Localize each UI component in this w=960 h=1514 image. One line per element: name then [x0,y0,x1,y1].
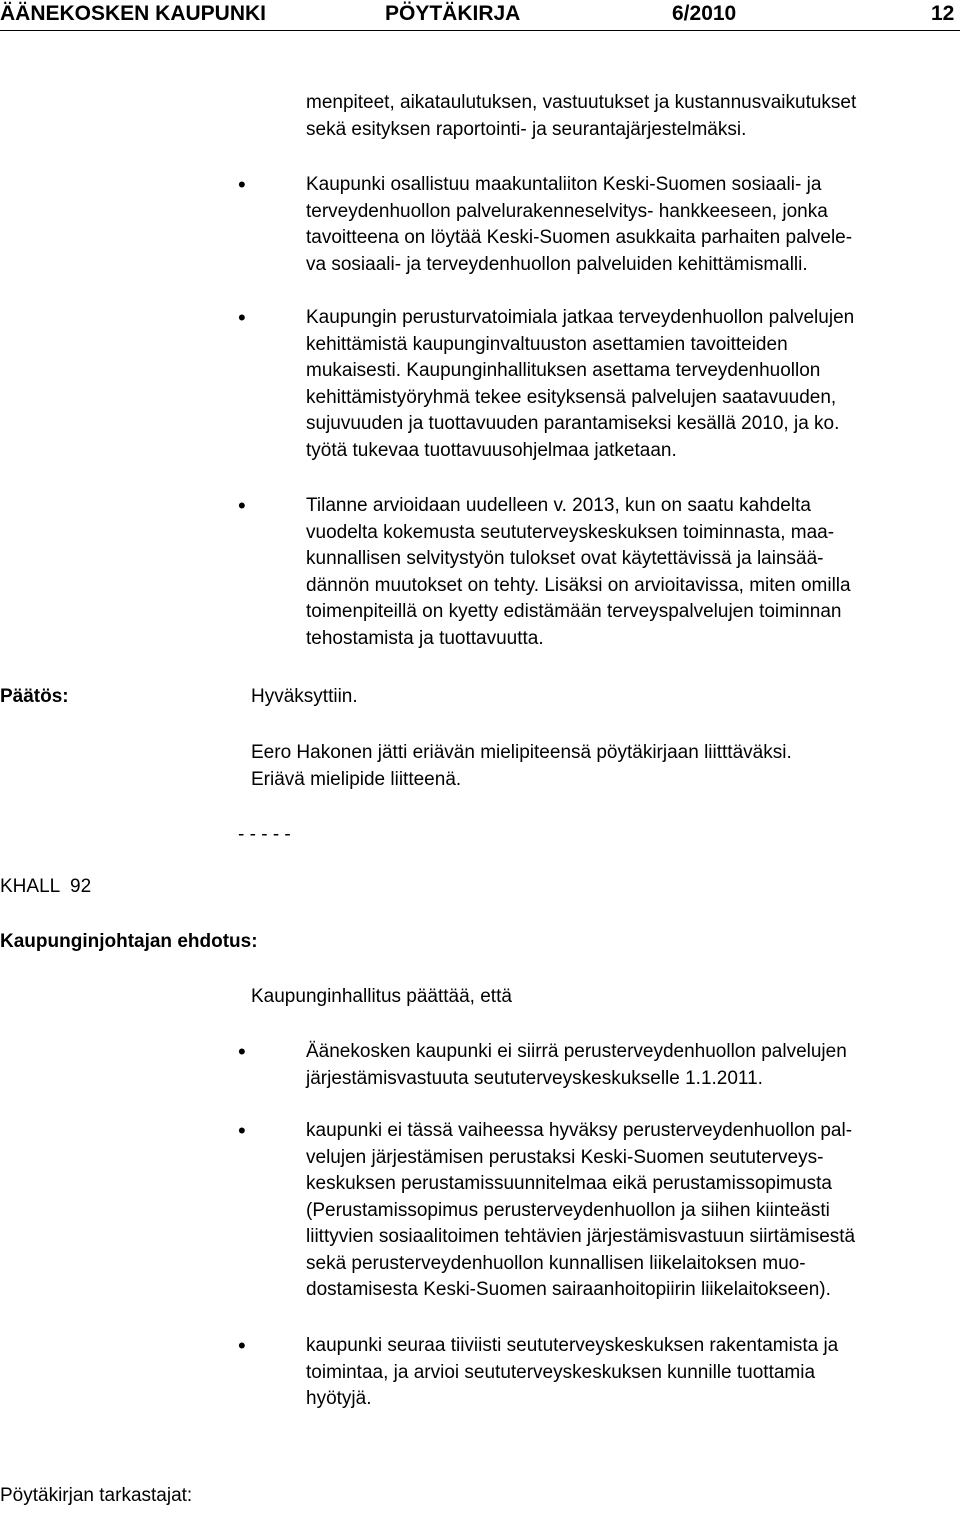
text-line: hyötyjä. [306,1388,372,1409]
text-line: kehittämistä kaupunginvaltuuston asettamien tavoitteiden [306,333,788,355]
text-line: toimintaa, ja arvioi seututerveyskeskuksen kunnille tuottamia [306,1361,816,1383]
list-item [306,172,960,278]
text-line: sekä esityksen raportointi- ja seurantajärjestelmäksi. [306,118,747,140]
text-line: mukaisesti. Kaupunginhallituksen asettama terveydenhuollon [306,360,821,381]
proposal-label: Kaupunginjohtajan ehdotus: [0,931,258,952]
text-line: keskuksen perustamissuunnitelmaa eikä perustamissopimusta [306,1173,832,1194]
text-line: sujuvuuden ja tuottavuuden parantamiseksi kesällä 2010, ja ko. [306,413,840,434]
list-item [306,1118,960,1304]
header-org: ÄÄNEKOSKEN KAUPUNKI [0,2,267,25]
page-header [0,0,960,27]
bullet-icon: • [238,1039,246,1064]
continuation-text [306,90,960,143]
text-line: va sosiaali- ja terveydenhuollon palveluiden kehittämismalli. [306,253,808,275]
text-line: Tilanne arvioidaan uudelleen v. 2013, kun on saatu kahdelta [306,495,811,516]
decision-text: Hyväksyttiin. [251,686,358,707]
decision-note [251,740,960,793]
text-line: velujen järjestämisen perustaksi Keski-Suomen seututerveys- [306,1146,824,1168]
text-line: tehostamista ja tuottavuutta. [306,627,544,649]
text-line: vuodelta kokemusta seututerveyskeskuksen toiminnasta, maa- [306,521,835,543]
text-line: Eero Hakonen jätti eriävän mielipiteensä pöytäkirjaan liitttäväksi. [251,742,792,763]
list-item [306,493,960,652]
text-line: tavoitteena on löytää Keski-Suomen asukkaita parhaiten palvele- [306,227,853,248]
text-line: liittyvien sosiaalitoimen tehtävien järjestämisvastuun siirtämisestä [306,1226,856,1247]
bullet-icon: • [238,1118,246,1143]
bullet-icon: • [238,172,246,197]
text-line: menpiteet, aikataulutuksen, vastuutukset ja kustannusvaikutukset [306,92,857,113]
text-line: dännön muutokset on tehty. Lisäksi on arvioitavissa, miten omilla [306,574,851,596]
text-line: sekä perusterveydenhuollon kunnallisen liikelaitoksen muo- [306,1252,806,1274]
text-line: järjestämisvastuuta seututerveyskeskukselle 1.1.2011. [306,1067,763,1089]
list-item [306,1333,960,1413]
text-line: Kaupunki osallistuu maakuntaliiton Keski-Suomen sosiaali- ja [306,174,822,195]
text-line: terveydenhuollon palvelurakenneselvitys- hankkeeseen, jonka [306,200,828,222]
text-line: dostamisesta Keski-Suomen sairaanhoitopiirin liikelaitokseen). [306,1279,831,1300]
text-line: työtä tukevaa tuottavuusohjelmaa jatketaan. [306,439,677,461]
text-line: kaupunki seuraa tiiviisti seututerveyskeskuksen rakentamista ja [306,1335,839,1356]
header-rule [0,30,960,31]
footer-label: Pöytäkirjan tarkastajat: [0,1485,193,1506]
header-page-number: 12 [931,2,955,25]
list-item [306,1039,960,1092]
text-line: Eriävä mielipide liitteenä. [251,768,462,790]
bullet-icon: • [238,1333,246,1358]
text-line: toimenpiteillä on kyetty edistämään terveyspalvelujen toiminnan [306,601,842,622]
text-line: Äänekosken kaupunki ei siirrä perusterveydenhuollon palvelujen [306,1041,847,1062]
bullet-icon: • [238,493,246,518]
text-line: Kaupungin perusturvatoimiala jatkaa terveydenhuollon palvelujen [306,307,855,328]
decision-label: Päätös: [0,686,69,707]
header-doc-type: PÖYTÄKIRJA [385,2,521,25]
header-issue: 6/2010 [672,2,737,25]
list-item [306,305,960,464]
text-line: (Perustamissopimus perusterveydenhuollon ja siihen kiinteästi [306,1199,830,1221]
text-line: kaupunki ei tässä vaiheessa hyväksy perusterveydenhuollon pal- [306,1120,853,1141]
text-line: kunnallisen selvitystyön tulokset ovat käytettävissä ja lainsää- [306,548,824,569]
section-separator: - - - - - [238,824,291,845]
text-line: kehittämistyöryhmä tekee esityksensä palvelujen saatavuuden, [306,386,837,408]
bullet-icon: • [238,305,246,330]
proposal-intro: Kaupunginhallitus päättää, että [251,986,512,1007]
section-id: KHALL 92 [0,876,92,897]
